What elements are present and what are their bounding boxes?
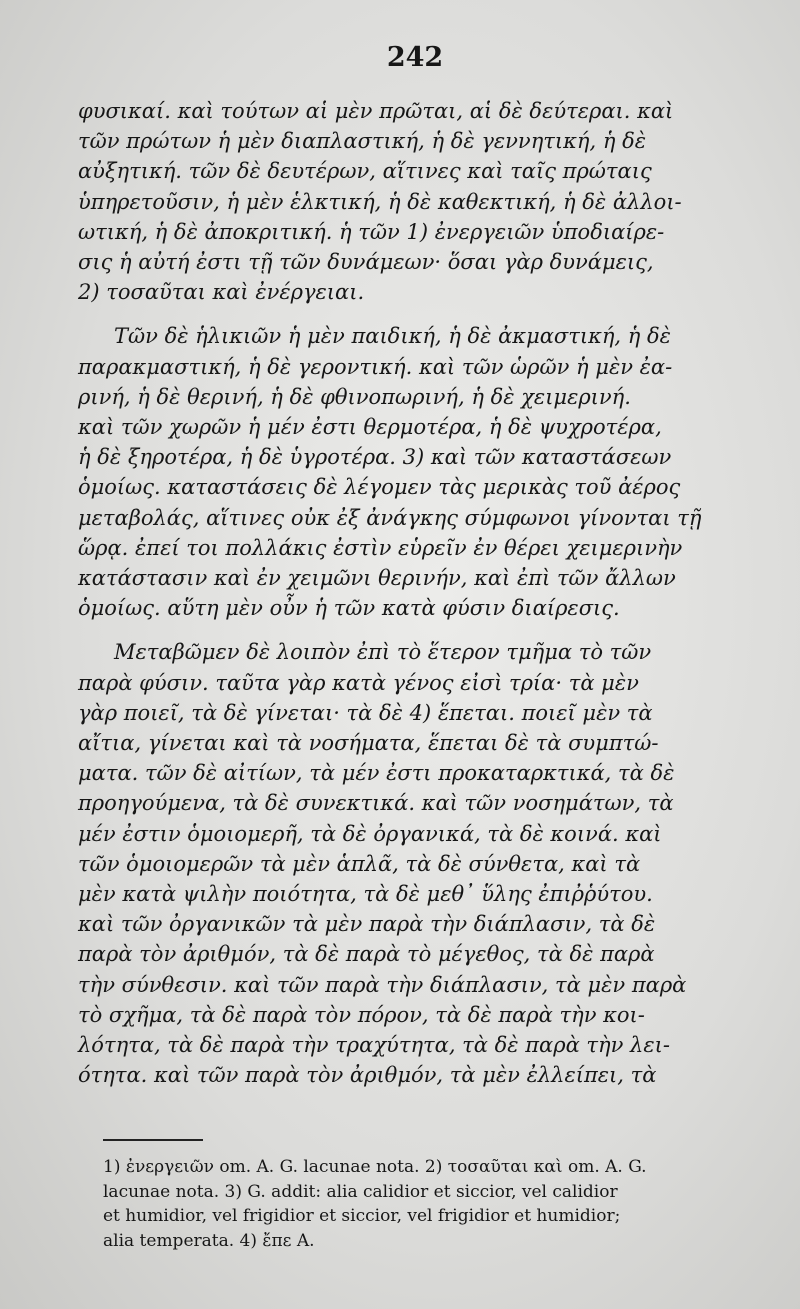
text-line: λότητα, τὰ δὲ παρὰ τὴν τραχύτητα, τὰ δὲ παρὰ τὴν λει- (78, 1033, 670, 1058)
paragraph-1 (78, 96, 768, 307)
paragraph-2 (78, 321, 768, 623)
text-line: αὐξητική. τῶν δὲ δευτέρων, αἵτινες καὶ ταῖς πρώταις (78, 159, 652, 184)
page-number: 242 (386, 42, 444, 73)
main-text (78, 96, 768, 1091)
paragraph-3 (78, 637, 768, 1090)
text-line: ωτική, ἡ δὲ ἀποκριτική. ἡ τῶν 1) ἐνεργειῶν ὑποδιαίρε- (78, 219, 665, 244)
text-line: μὲν κατὰ ψιλὴν ποιότητα, τὰ δὲ μεθ᾽ ὕλης ἐπιῤῥύτου. (78, 882, 653, 907)
text-line: τὴν σύνθεσιν. καὶ τῶν παρὰ τὴν διάπλασιν, τὰ μὲν παρὰ (78, 972, 687, 997)
text-line: ὑπηρετοῦσιν, ἡ μὲν ἑλκτική, ἡ δὲ καθεκτική, ἡ δὲ ἀλλοι- (78, 189, 682, 214)
text-line: ὁμοίως. αὕτη μὲν οὖν ἡ τῶν κατὰ φύσιν διαίρεσις. (78, 596, 620, 621)
text-line: σις ἡ αὐτή ἐστι τῇ τῶν δυνάμεων· ὅσαι γὰρ δυνάμεις, (78, 250, 654, 275)
text-line: ὁμοίως. καταστάσεις δὲ λέγομεν τὰς μερικὰς τοῦ ἀέρος (78, 475, 681, 500)
text-line: φυσικαί. καὶ τούτων αἱ μὲν πρῶται, αἱ δὲ δεύτεραι. καὶ (78, 99, 674, 123)
text-line: ματα. τῶν δὲ αἰτίων, τὰ μέν ἐστι προκαταρκτικά, τὰ δὲ (78, 761, 675, 786)
text-line: Τῶν δὲ ἡλικιῶν ἡ μὲν παιδική, ἡ δὲ ἀκμαστική, ἡ δὲ (114, 324, 671, 349)
text-line: ἡ δὲ ξηροτέρα, ἡ δὲ ὑγροτέρα. 3) καὶ τῶν καταστάσεων (78, 445, 672, 470)
text-line: τῶν πρώτων ἡ μὲν διαπλαστική, ἡ δὲ γεννητική, ἡ δὲ (78, 129, 646, 154)
footnote-separator (103, 1139, 203, 1141)
footnote-line: et humidior, vel frigidior et siccior, vel frigidior et humidior; (103, 1206, 621, 1226)
text-line: αἴτια, γίνεται καὶ τὰ νοσήματα, ἕπεται δὲ τὰ συμπτώ- (78, 731, 659, 756)
footnote-line: alia temperata. 4) ἔπε A. (103, 1230, 315, 1251)
text-line: καὶ τῶν ὀργανικῶν τὰ μὲν παρὰ τὴν διάπλασιν, τὰ δὲ (78, 912, 656, 937)
text-line: Μεταβῶμεν δὲ λοιπὸν ἐπὶ τὸ ἕτερον τμῆμα τὸ τῶν (114, 640, 652, 665)
text-line: παρὰ φύσιν. ταῦτα γὰρ κατὰ γένος εἰσὶ τρία· τὰ μὲν (78, 670, 639, 695)
text-line: παρακμαστική, ἡ δὲ γεροντική. καὶ τῶν ὡρῶν ἡ μὲν ἐα- (78, 354, 673, 379)
text-line: καὶ τῶν χωρῶν ἡ μέν ἐστι θερμοτέρα, ἡ δὲ ψυχροτέρα, (78, 415, 662, 440)
text-line: ρινή, ἡ δὲ θερινή, ἡ δὲ φθινοπωρινή, ἡ δὲ χειμερινή. (78, 384, 631, 409)
text-line: 2) τοσαῦται καὶ ἐνέργειαι. (78, 280, 365, 305)
footnote-line: 1) ἐνεργειῶν om. A. G. lacunae nota. 2) τοσαῦται καὶ om. A. G. (103, 1157, 647, 1177)
footnotes (103, 1155, 783, 1253)
footnote-line: lacunae nota. 3) G. addit: alia calidior et siccior, vel calidior (103, 1181, 618, 1202)
text-line: παρὰ τὸν ἀριθμόν, τὰ δὲ παρὰ τὸ μέγεθος, τὰ δὲ παρὰ (78, 942, 655, 967)
text-line: τὸ σχῆμα, τὰ δὲ παρὰ τὸν πόρον, τὰ δὲ παρὰ τὴν κοι- (78, 1002, 645, 1027)
text-line: γὰρ ποιεῖ, τὰ δὲ γίνεται· τὰ δὲ 4) ἕπεται. ποιεῖ μὲν τὰ (78, 700, 653, 725)
text-line: ὥρᾳ. ἐπεί τοι πολλάκις ἐστὶν εὑρεῖν ἐν θέρει χειμερινὴν (78, 535, 683, 560)
text-line: μέν ἐστιν ὁμοιομερῆ, τὰ δὲ ὀργανικά, τὰ δὲ κοινά. καὶ (78, 821, 662, 846)
text-line: προηγούμενα, τὰ δὲ συνεκτικά. καὶ τῶν νοσημάτων, τὰ (78, 791, 674, 816)
text-line: κατάστασιν καὶ ἐν χειμῶνι θερινήν, καὶ ἐπὶ τῶν ἄλλων (78, 566, 676, 591)
text-line: τῶν ὁμοιομερῶν τὰ μὲν ἁπλᾶ, τὰ δὲ σύνθετα, καὶ τὰ (78, 851, 641, 876)
text-line: ότητα. καὶ τῶν παρὰ τὸν ἀριθμόν, τὰ μὲν ἐλλείπει, τὰ (78, 1063, 657, 1088)
text-line: μεταβολάς, αἵτινες οὐκ ἐξ ἀνάγκης σύμφωνοι γίνονται τῇ (78, 505, 702, 530)
